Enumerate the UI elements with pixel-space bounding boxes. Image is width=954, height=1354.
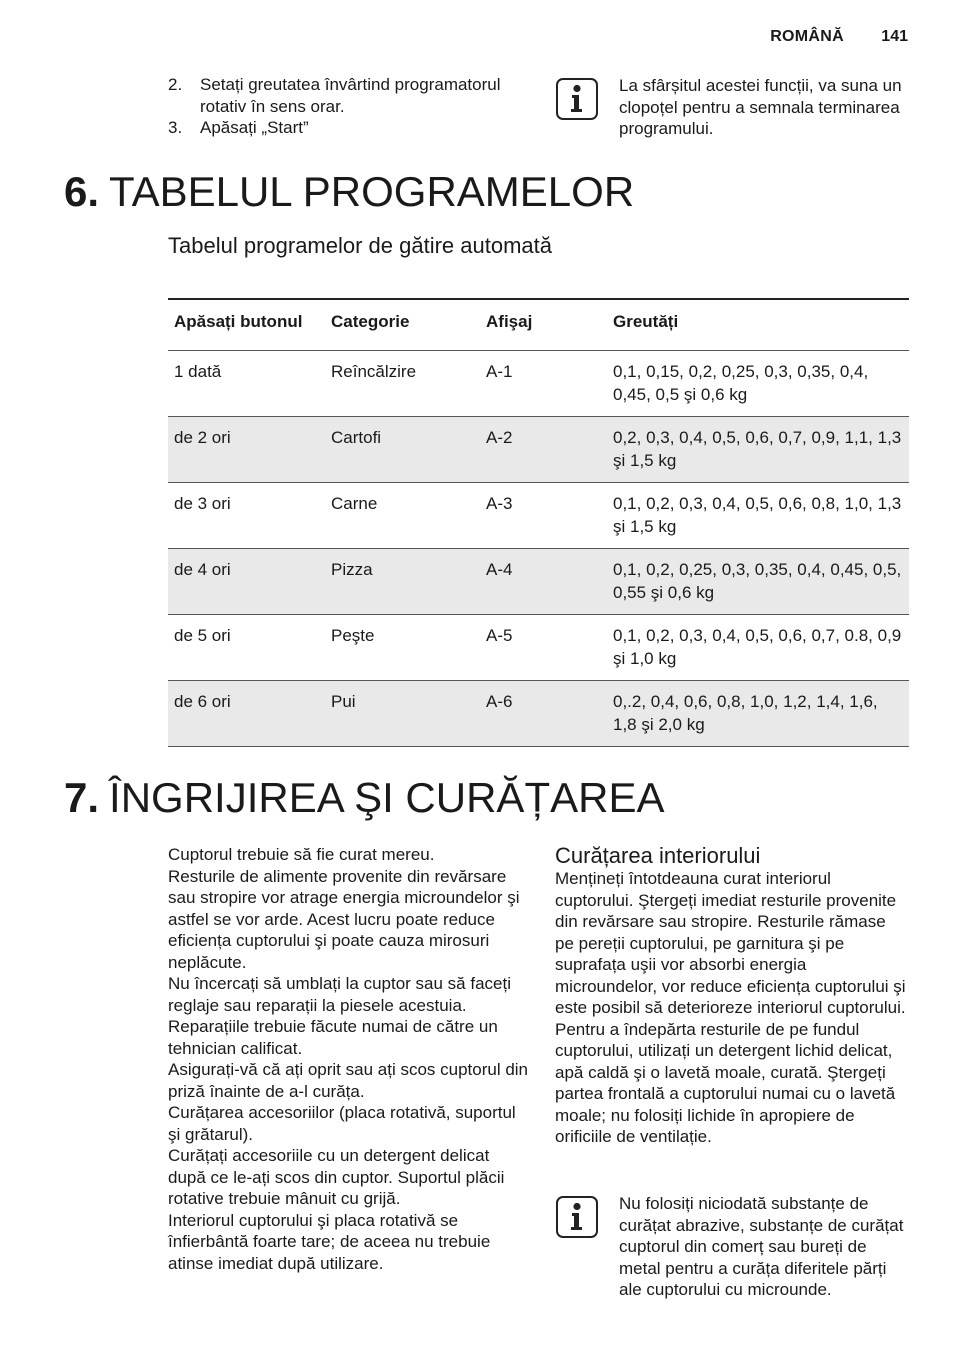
header-language: ROMÂNĂ [770, 28, 844, 45]
table-cell: de 5 ori [168, 615, 325, 681]
table-row [168, 417, 909, 483]
paragraph: Cuptorul trebuie să fie curat mereu. [168, 845, 435, 864]
interior-paragraph: Mențineți întotdeauna curat interiorul cuptorului. Ştergeți imediat resturile provenite din revărsare sau stropire. Resturile rămase pe pereții cuptorului, pe garnitura şi pe suprafața uşii vor absorbi energia microundelor, vor reduce eficiența cuptorului şi este posibil să deterioreze interiorul cuptorului. Pentru a îndepărta resturile de pe fundul cuptorului, utilizați un detergent lichid delicat, apă caldă şi o lavetă moale, curată. Ştergeți partea frontală a cuptorului numai cu o lavetă moale; nu folosiți lichide în apropiere de orificiile de ventilație. [555, 869, 906, 1146]
table-cell: A-2 [480, 417, 607, 483]
column-header: Apăsați butonul [168, 299, 325, 351]
table-cell: 0,1, 0,2, 0,3, 0,4, 0,5, 0,6, 0,8, 1,0, 1,3 şi 1,5 kg [607, 483, 909, 549]
table-subtitle: Tabelul programelor de gătire automată [168, 233, 553, 258]
intro-steps [168, 74, 538, 139]
paragraph: Curățați accesoriile cu un detergent delicat după ce le-ați scos din cuptor. Suportul plăcii rotative trebuie mânuit cu grijă. [168, 1146, 505, 1208]
care-right-column [555, 844, 907, 1148]
column-header: Categorie [325, 299, 480, 351]
programs-table [168, 298, 909, 747]
info-note-bottom: Nu folosiți niciodată substanțe de curățat abrazive, substanțe de curățat cuptorul din comerț sau bureți de metal pentru a curăța diferitele părți ale cuptorului cu microunde. [619, 1194, 904, 1299]
table-row [168, 549, 909, 615]
info-icon [556, 78, 598, 120]
table-cell: A-5 [480, 615, 607, 681]
table-row [168, 615, 909, 681]
table-cell: de 4 ori [168, 549, 325, 615]
table-cell: Reîncălzire [325, 351, 480, 417]
section-6-number: 6. [64, 168, 100, 215]
section-7-title: ÎNGRIJIREA ŞI CURĂȚAREA [109, 774, 665, 821]
section-7-heading [64, 774, 664, 822]
table-cell: de 6 ori [168, 681, 325, 747]
table-cell: Cartofi [325, 417, 480, 483]
interior-heading: Curățarea interiorului [555, 843, 761, 868]
table-cell: Carne [325, 483, 480, 549]
table-cell: A-1 [480, 351, 607, 417]
table-cell: Pui [325, 681, 480, 747]
step-text: Setați greutatea învârtind programatorul rotativ în sens orar. [200, 75, 501, 116]
table-cell: 1 dată [168, 351, 325, 417]
table-cell: A-3 [480, 483, 607, 549]
step-number: 2. [168, 75, 183, 94]
info-icon [556, 1196, 598, 1238]
section-7-number: 7. [64, 774, 100, 821]
table-cell: 0,1, 0,2, 0,25, 0,3, 0,35, 0,4, 0,45, 0,5, 0,55 şi 0,6 kg [607, 549, 909, 615]
paragraph: Interiorul cuptorului şi placa rotativă se înfierbântă foarte tare; de aceea nu trebuie atinse imediat după utilizare. [168, 1210, 491, 1273]
info-note-top: La sfârșitul acestei funcții, va suna un clopoțel pentru a semnala terminarea programului. [619, 76, 902, 138]
step-number: 3. [168, 118, 183, 137]
column-header: Greutăți [607, 299, 909, 351]
table-cell: de 2 ori [168, 417, 325, 483]
table-cell: 0,2, 0,3, 0,4, 0,5, 0,6, 0,7, 0,9, 1,1, 1,3 şi 1,5 kg [607, 417, 909, 483]
step-text: Apăsați „Start” [200, 118, 309, 137]
paragraph: Curățarea accesoriilor (placa rotativă, suportul şi grătarul). [168, 1103, 516, 1144]
page-number: 141 [881, 28, 908, 45]
table-cell: 0,1, 0,2, 0,3, 0,4, 0,5, 0,6, 0,7, 0.8, 0,9 şi 1,0 kg [607, 615, 909, 681]
table-cell: 0,.2, 0,4, 0,6, 0,8, 1,0, 1,2, 1,4, 1,6, 1,8 şi 2,0 kg [607, 681, 909, 747]
table-cell: Pizza [325, 549, 480, 615]
table-cell: de 3 ori [168, 483, 325, 549]
care-left-column [168, 844, 530, 1274]
section-6-title: TABELUL PROGRAMELOR [109, 168, 635, 215]
table-header-row [168, 299, 909, 351]
table-cell: Peşte [325, 615, 480, 681]
table-cell: 0,1, 0,15, 0,2, 0,25, 0,3, 0,35, 0,4, 0,45, 0,5 şi 0,6 kg [607, 351, 909, 417]
table-cell: A-6 [480, 681, 607, 747]
paragraph: Resturile de alimente provenite din revărsare sau stropire vor atrage energia microundelor şi astfel se vor arde. Acest lucru poate reduce eficiența cuptorului şi poate cauza mirosuri neplăcute. [168, 866, 520, 972]
step-item [168, 74, 538, 117]
step-item [168, 117, 538, 139]
table-row [168, 681, 909, 747]
table-row [168, 351, 909, 417]
column-header: Afişaj [480, 299, 607, 351]
paragraph: Asigurați-vă că ați oprit sau ați scos cuptorul din priză înainte de a-l curăța. [168, 1060, 529, 1101]
section-6-heading [64, 168, 634, 216]
table-row [168, 483, 909, 549]
paragraph: Reparațiile trebuie făcute numai de către un tehnician calificat. [168, 1017, 498, 1058]
table-cell: A-4 [480, 549, 607, 615]
paragraph: Nu încercați să umblați la cuptor sau să faceți reglaje sau reparații la piesele acestuia. [168, 974, 511, 1015]
